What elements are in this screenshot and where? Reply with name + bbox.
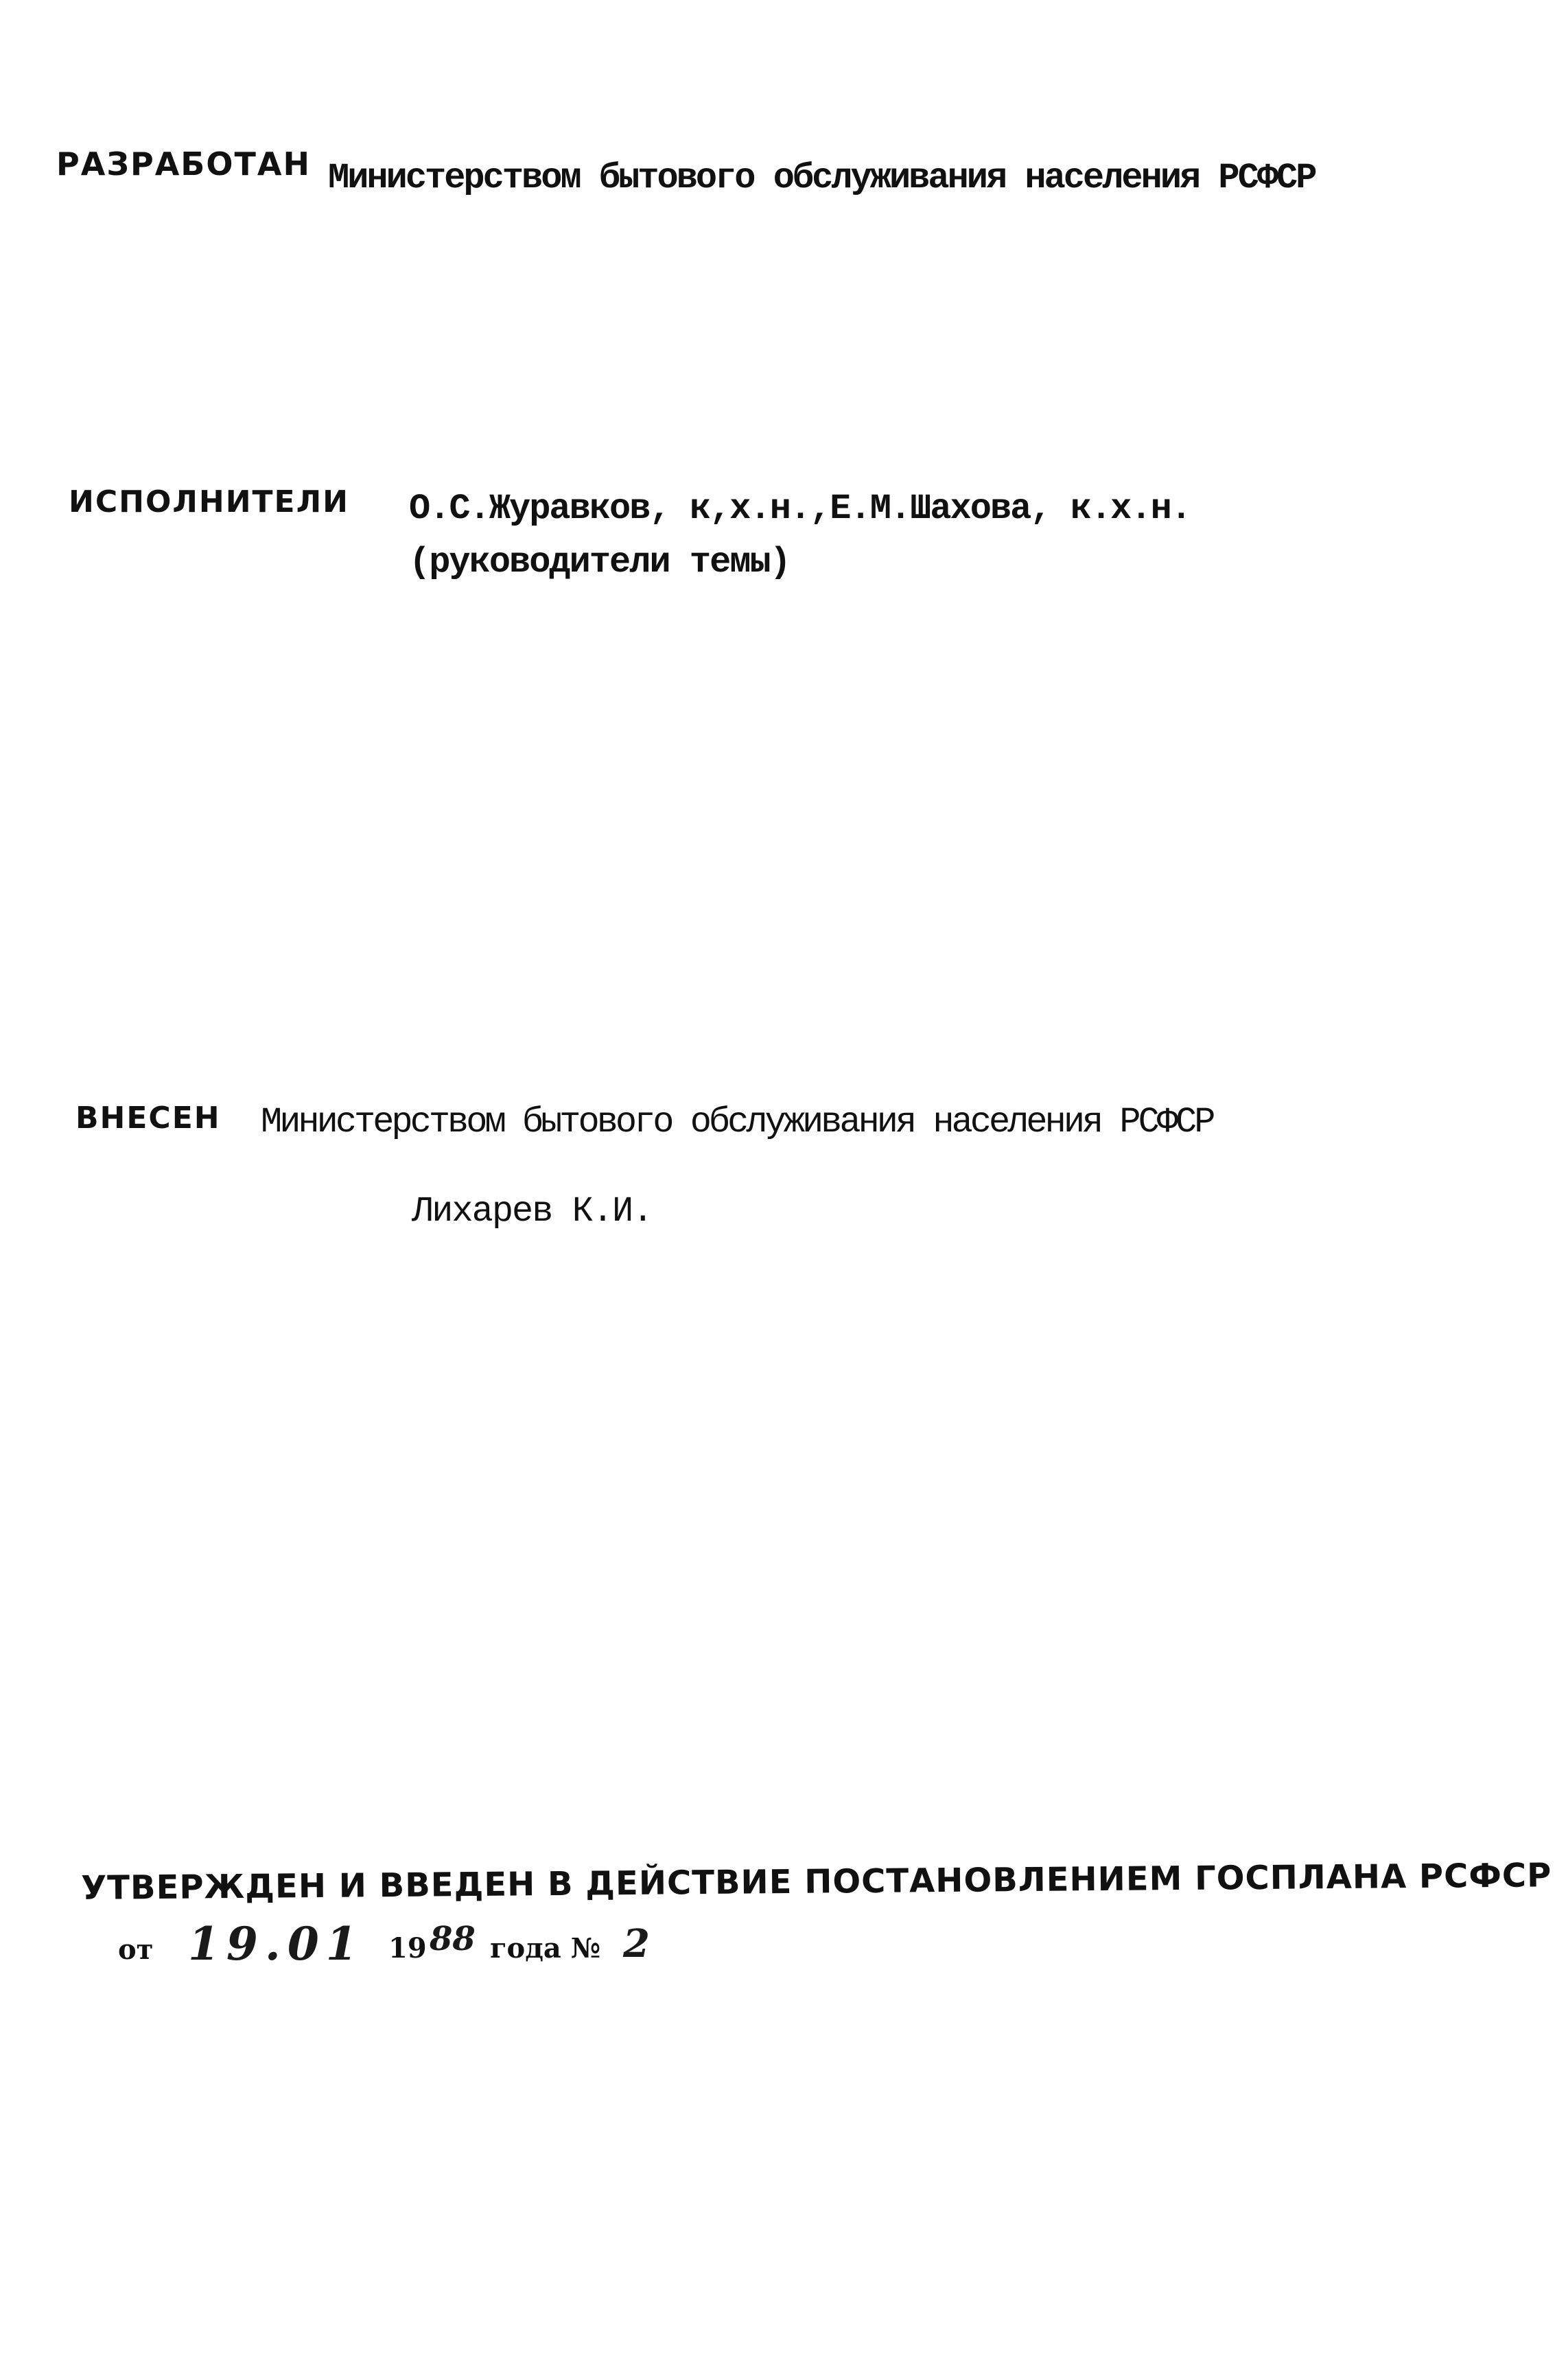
executors-line1: О.С.Журавков, к,х.н.,Е.М.Шахова, к.х.н. — [409, 489, 1191, 529]
approved-year-suffix: года № — [490, 1932, 601, 1964]
introduced-label: ВНЕСЕН — [75, 1101, 221, 1136]
approved-heading: УТВЕРЖДЕН И ВВЕДЕН В ДЕЙСТВИЕ ПОСТАНОВЛЕНИЕМ ГОСПЛАНА РСФСР — [81, 1856, 1552, 1907]
executors-label: ИСПОЛНИТЕЛИ — [69, 484, 349, 519]
approved-year-prefix: 19 — [388, 1932, 427, 1964]
approved-from-label: от — [118, 1934, 154, 1966]
executors-line2: (руководители темы) — [409, 542, 790, 583]
developed-label: РАЗРАБОТАН — [56, 145, 311, 183]
developed-text: Министерством бытового обслуживания населения РСФСР — [328, 158, 1315, 198]
approved-date: 19.01 — [188, 1917, 364, 1971]
approved-number: 2 — [623, 1921, 650, 1966]
approved-year: 88 — [430, 1920, 476, 1958]
introduced-text: Министерством бытового обслуживания населения РСФСР — [261, 1102, 1213, 1142]
introduced-person: Лихарев К.И. — [412, 1191, 653, 1232]
